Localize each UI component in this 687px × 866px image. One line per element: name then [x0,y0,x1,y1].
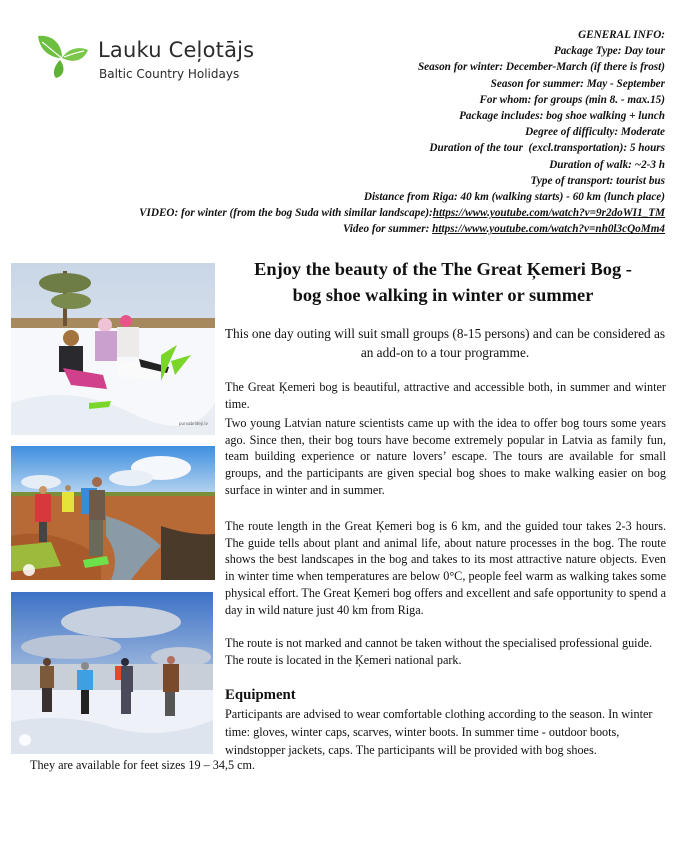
paragraph-bog-intro-a: The Great Ķemeri bog is beautiful, attractive and accessible both, in summer and winter time. [225,380,666,411]
paragraph-route: The route length in the Great Ķemeri bog is 6 km, and the guided tour takes 2-3 hours. The guide tells about plant and animal life, about nature processes in the bog. The route shows the best landscapes in the bog and takes to its most attractive nature objects. Even in winter time when temperatures are below 0°C, people feel warm as walking takes some physical effort. The Great Ķemeri bog offers and excellent and safe opportunity to spend a day in wild nature just 40 km from Riga. [225,519,666,617]
info-tour-duration: Duration of the tour (excl.transportation): 5 hours [429,142,665,155]
equipment-sizes: They are available for feet sizes 19 – 34,5 cm. [30,758,256,772]
article-title-line1: Enjoy the beauty of the The Great Ķemeri Bog - [254,259,632,279]
leaf-butterfly-icon [34,32,90,80]
paragraph-bog-intro-b: Two young Latvian nature scientists came up with the idea to offer bog tours some years ago. Since then, their bog tours have become extremely popular in Latvia as family fun, team building experience or nature lovers’ escape. The tours are available for small groups, and the participants are given special bog shoes to make walking easier on bog surface in winter and in summer. [225,416,666,497]
paragraph-guide-b: The route is located in the Ķemeri national park. [225,652,462,667]
paragraph-bog-intro [225,379,666,498]
video-summer [139,221,665,237]
info-season-winter: Season for winter: December-March (if there is frost) [417,61,665,74]
info-walk-duration: Duration of walk: ~2-3 h [549,158,665,171]
summer-bog-walk-photo [11,446,215,580]
info-distance: Distance from Riga: 40 km (walking starts) - 60 km (lunch place) [363,191,665,204]
brand-name: Lauku Ceļotājs [98,38,255,62]
video-summer-label: Video for summer: [342,223,433,236]
video-winter-link[interactable]: https://www.youtube.com/watch?v=9r2doWI1_TM [432,207,665,220]
equipment-heading: Equipment [225,687,296,703]
video-summer-link[interactable]: https://www.youtube.com/watch?v=nh0l3cQoMm4 [432,223,665,236]
article-title [222,256,664,308]
paragraph-guide-a: The route is not marked and cannot be taken without the specialised professional guide. [225,636,653,650]
video-winter-label: VIDEO: for winter (from the bog Suda with similar landscape): [139,207,433,220]
article-title-line2: bog shoe walking in winter or summer [292,285,594,305]
video-winter [139,205,665,221]
walker-logo-icon [19,734,31,746]
info-transport: Type of transport: tourist bus [530,174,665,187]
walker-logo-icon [23,564,35,576]
article-intro: This one day outing will suit small groups (8-15 persons) and can be considered as an add-on to a tour programme. [224,326,666,360]
general-info-heading: GENERAL INFO: [578,29,665,41]
info-package-includes: Package includes: bog shoe walking + lunch [459,110,665,123]
info-season-summer: Season for summer: May - September [490,77,665,90]
paragraph-guide [225,635,666,668]
winter-walkers-photo [11,592,213,754]
info-difficulty: Degree of difficulty: Moderate [525,126,665,139]
info-package-type: Package Type: Day tour [553,45,665,58]
photo-watermark: purvabrideji.lv [179,421,208,426]
brand-tagline: Baltic Country Holidays [99,67,240,81]
info-for-whom: For whom: for groups (min 8. - max.15) [479,93,665,106]
general-info [139,27,665,238]
winter-group-photo [11,263,215,435]
equipment-text: Participants are advised to wear comfortable clothing according to the season. In winter time: gloves, winter caps, scarves, winter boots. In summer time - outdoor boots, windstopper jackets, caps. The participants will be provided with bog shoes. [225,707,653,757]
